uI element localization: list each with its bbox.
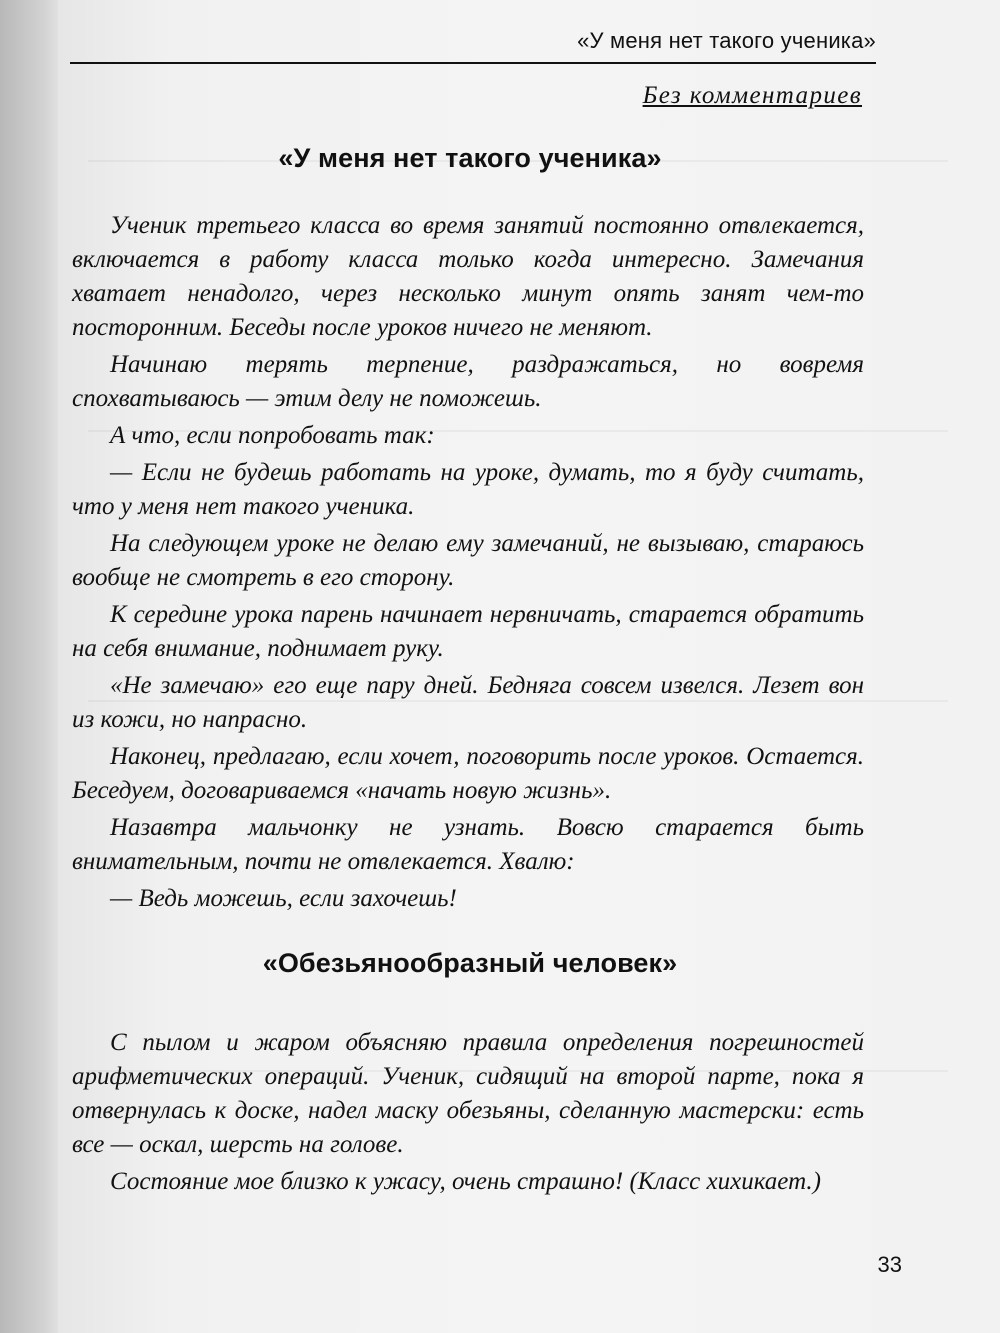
story-body [72,1026,864,1202]
story-title: «У меня нет такого ученика» [278,143,662,173]
paragraph: А что, если попробовать так: [110,422,435,449]
story-title: «Обезьянообразный человек» [262,948,678,978]
paragraph: Ученик третьего класса во время занятий постоянно отвлекается, включается в работу класса только когда интересно. Замечания хватает ненадолго, через несколько минут опять занят чем-то посторонним. Беседы после уроков ничего не меняют. [72,212,864,341]
paragraph: К середине урока парень начинает нервничать, старается обратить на себя внимание, поднимает руку. [72,601,864,662]
paragraph: Состояние мое близко к ужасу, очень страшно! (Класс хихикает.) [110,1168,821,1195]
paragraph: С пылом и жаром объясняю правила определения погрешностей арифметических операций. Ученик, сидящий на второй парте, пока я отвернулась к доске, надел маску обезьяны, сделанную мастерски: есть все — оскал, шерсть на голове. [72,1029,864,1158]
page-number: 33 [877,1252,902,1277]
paragraph: «Не замечаю» его еще пару дней. Бедняга совсем извелся. Лезет вон из кожи, но напрасно. [72,672,864,733]
paragraph: — Ведь можешь, если захочешь! [110,885,457,912]
scan-margin [0,0,62,1333]
section-label: Без комментариев [642,82,862,109]
story-body [72,209,864,919]
paragraph: Назавтра мальчонку не узнать. Вовсю старается быть внимательным, почти не отвлекается. Хвалю: [72,814,864,875]
paragraph: Начинаю терять терпение, раздражаться, но вовремя спохватываюсь — этим делу не поможешь. [72,351,864,412]
paragraph: — Если не будешь работать на уроке, думать, то я буду считать, что у меня нет такого ученика. [72,459,864,520]
paragraph: На следующем уроке не делаю ему замечаний, не вызываю, стараюсь вообще не смотреть в его сторону. [72,530,864,591]
running-header [70,22,876,64]
book-page [58,0,1000,1333]
running-title: «У меня нет такого ученика» [577,28,876,53]
paragraph: Наконец, предлагаю, если хочет, поговорить после уроков. Остается. Беседуем, договариваемся «начать новую жизнь». [72,743,864,804]
